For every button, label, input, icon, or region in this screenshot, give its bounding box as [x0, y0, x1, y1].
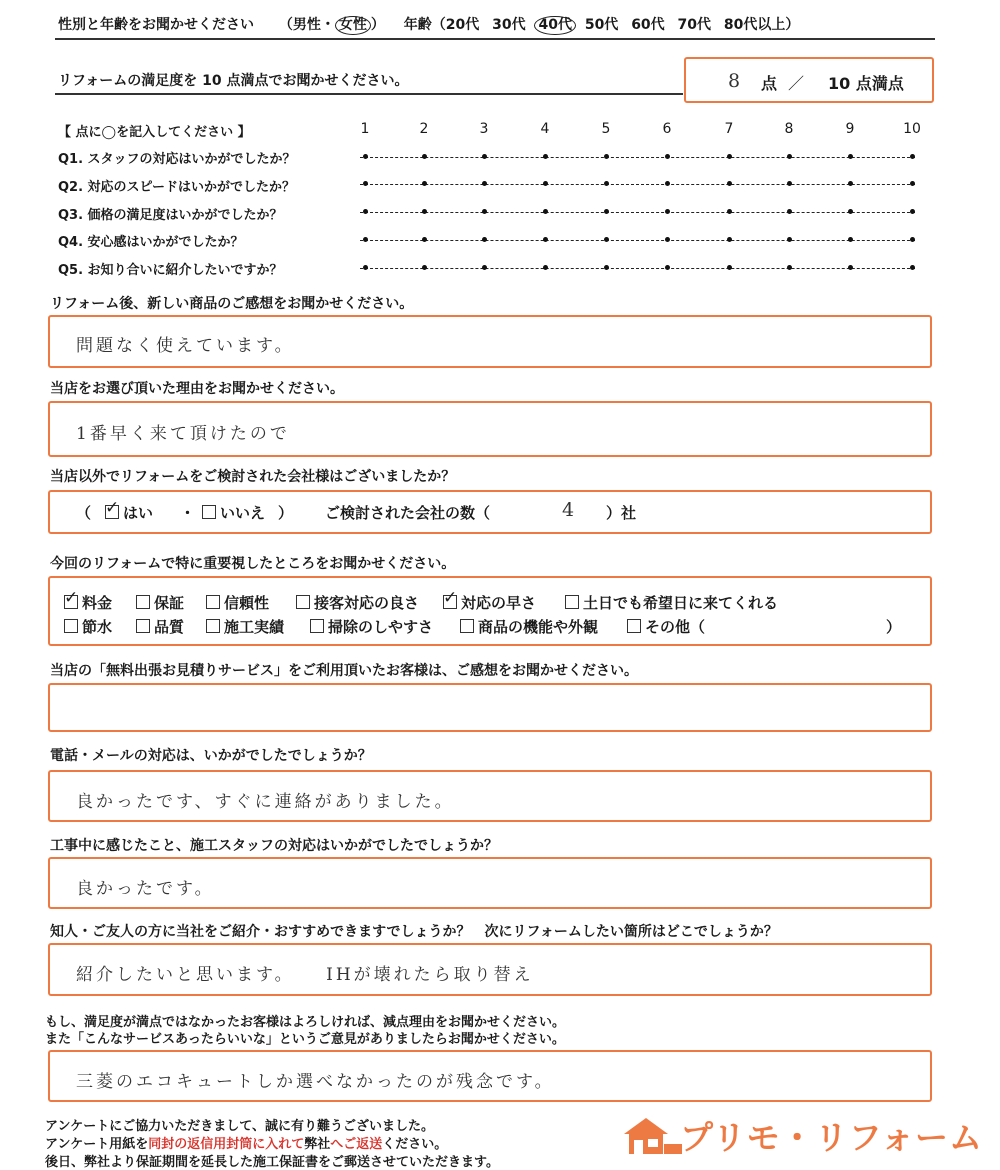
construction-label: 工事中に感じたこと、施工スタッフの対応はいかがでしたでしょうか？: [50, 838, 498, 854]
priority-option[interactable]: [443, 592, 536, 613]
score-slash: ／: [788, 74, 805, 93]
rating-q2: Q2. 対応のスピードはいかがでしたか？: [58, 180, 296, 195]
rating-point[interactable]: [665, 209, 670, 214]
priority-option-label: 節水: [82, 618, 113, 636]
rating-point[interactable]: [363, 154, 368, 159]
referral-label: 知人・ご友人の方に当社をご紹介・おすすめできますでしょうか？ 次にリフォームしたい箇所はどこでしょうか？: [50, 924, 778, 940]
gender-label: 性別と年齢をお聞かせください: [58, 17, 254, 33]
yes-checkbox[interactable]: [105, 505, 119, 519]
scale-number: 5: [601, 121, 611, 137]
rating-point[interactable]: [727, 154, 732, 159]
scale-number: 4: [540, 121, 550, 137]
rating-point[interactable]: [665, 181, 670, 186]
priority-checkbox[interactable]: [136, 619, 150, 633]
priority-option-label: 接客対応の良さ: [314, 594, 420, 612]
rating-point[interactable]: [363, 181, 368, 186]
rating-instruction: 【 点に◯を記入してください 】: [58, 125, 251, 140]
footer-line-1: アンケートにご協力いただきまして、誠に有り難うございました。: [45, 1119, 434, 1134]
construction-answer: 良かったです。: [76, 879, 215, 899]
other-close: ）: [886, 618, 902, 636]
rating-point[interactable]: [422, 265, 427, 270]
rating-point[interactable]: [543, 265, 548, 270]
rating-point[interactable]: [910, 237, 915, 242]
rating-q4: Q4. 安心感はいかがでしたか？: [58, 235, 244, 250]
priority-option[interactable]: [296, 592, 419, 613]
priority-option[interactable]: [64, 616, 112, 637]
rating-point[interactable]: [787, 265, 792, 270]
scale-number: 8: [784, 121, 794, 137]
reason-answer: 1番早く来て頂けたので: [76, 424, 290, 444]
company-logo: [620, 1110, 984, 1160]
priority-option[interactable]: [64, 592, 112, 613]
impression-answer: 問題なく使えています。: [76, 336, 295, 356]
priority-option-label: 土日でも希望日に来てくれる: [583, 594, 779, 612]
priorities-box: [48, 576, 932, 646]
impression-answer-box: [48, 315, 932, 368]
rating-point[interactable]: [727, 209, 732, 214]
rating-point[interactable]: [848, 237, 853, 242]
scale-number: 6: [662, 121, 672, 137]
rating-point[interactable]: [543, 154, 548, 159]
satisfaction-question: リフォームの満足度を 10 点満点でお聞かせください。: [58, 73, 409, 89]
rating-point[interactable]: [543, 181, 548, 186]
rating-line-q2: [360, 184, 915, 187]
priority-checkbox[interactable]: [64, 595, 78, 609]
reduction-answer: 三菱のエコキュートしか選べなかったのが残念です。: [76, 1072, 555, 1092]
competitors-count-label: ご検討された会社の数（: [325, 504, 491, 522]
competitors-yes: ✓ はい: [105, 502, 153, 523]
rating-point[interactable]: [665, 154, 670, 159]
referral-answer: 紹介したいと思います。 IHが壊れたら取り替え: [76, 965, 534, 985]
age-label: 年齢（: [403, 17, 446, 33]
rating-point[interactable]: [910, 265, 915, 270]
competitors-label: 当店以外でリフォームをご検討された会社様はございましたか？: [50, 469, 456, 485]
competitors-box: （ ✓ はい ・ いいえ ） ご検討された会社の数（ 4 ）社: [48, 490, 932, 534]
rating-point[interactable]: [422, 209, 427, 214]
rating-point[interactable]: [727, 265, 732, 270]
priority-checkbox[interactable]: [460, 619, 474, 633]
score-value: 8: [728, 70, 744, 92]
priority-checkbox[interactable]: [64, 619, 78, 633]
scale-number: 7: [724, 121, 734, 137]
header-rule: [55, 38, 935, 40]
rating-point[interactable]: [482, 265, 487, 270]
rating-point[interactable]: [363, 237, 368, 242]
competitors-count: 4: [562, 499, 578, 521]
priority-option-label: 施工実績: [224, 618, 285, 636]
house-icon: [620, 1114, 684, 1158]
priority-checkbox[interactable]: [206, 595, 220, 609]
rating-point[interactable]: [482, 154, 487, 159]
rating-point[interactable]: [604, 154, 609, 159]
rating-point[interactable]: [848, 209, 853, 214]
scale-number: 1: [360, 121, 370, 137]
rating-point[interactable]: [787, 209, 792, 214]
reason-answer-box: [48, 401, 932, 457]
rating-point[interactable]: [482, 237, 487, 242]
rating-point[interactable]: [787, 181, 792, 186]
rating-point[interactable]: [848, 181, 853, 186]
rating-line-q4: [360, 240, 915, 243]
reduction-answer-box: [48, 1050, 932, 1102]
contact-answer-box: [48, 770, 932, 822]
priority-option[interactable]: [206, 616, 284, 637]
estimate-label: 当店の「無料出張お見積りサービス」をご利用頂いたお客様は、ご感想をお聞かせください。: [50, 663, 638, 679]
priority-option-label: 掃除のしやすさ: [328, 618, 434, 636]
rating-point[interactable]: [665, 265, 670, 270]
contact-label: 電話・メールの対応は、いかがでしたでしょうか？: [50, 748, 372, 764]
priority-option[interactable]: [206, 592, 269, 613]
priority-option[interactable]: [627, 616, 705, 637]
priority-option[interactable]: [565, 592, 778, 613]
priority-option[interactable]: [136, 616, 184, 637]
priority-checkbox[interactable]: [565, 595, 579, 609]
no-checkbox[interactable]: [202, 505, 216, 519]
rating-point[interactable]: [910, 154, 915, 159]
rating-point[interactable]: [482, 209, 487, 214]
estimate-answer-box: [48, 683, 932, 732]
priority-option-label: 商品の機能や外観: [478, 618, 599, 636]
rating-point[interactable]: [482, 181, 487, 186]
competitors-count-suffix: ）社: [606, 504, 637, 522]
rating-point[interactable]: [422, 237, 427, 242]
rating-point[interactable]: [543, 209, 548, 214]
rating-q1: Q1. スタッフの対応はいかがでしたか？: [58, 152, 296, 167]
score-max: 10 点満点: [828, 74, 904, 93]
reduction-label-1: もし、満足度が満点ではなかったお客様はよろしければ、減点理由をお聞かせください。: [45, 1015, 566, 1030]
construction-answer-box: [48, 857, 932, 909]
rating-point[interactable]: [422, 154, 427, 159]
priority-option[interactable]: [310, 616, 433, 637]
priorities-label: 今回のリフォームで特に重要視したところをお聞かせください。: [50, 556, 456, 572]
rating-point[interactable]: [848, 265, 853, 270]
rating-line-q5: [360, 268, 915, 271]
priority-option[interactable]: [460, 616, 598, 637]
rating-point[interactable]: [422, 181, 427, 186]
priority-checkbox[interactable]: [206, 619, 220, 633]
footer-line-3: 後日、弊社より保証期間を延長した施工保証書をご郵送させていただきます。: [45, 1155, 499, 1170]
rating-point[interactable]: [910, 181, 915, 186]
priority-option-label: 信頼性: [224, 594, 270, 612]
scale-number: 9: [845, 121, 855, 137]
rating-point[interactable]: [787, 237, 792, 242]
rating-point[interactable]: [787, 154, 792, 159]
rating-point[interactable]: [604, 209, 609, 214]
rating-q5: Q5. お知り合いに紹介したいですか？: [58, 263, 283, 278]
rating-point[interactable]: [665, 237, 670, 242]
rating-line-q1: [360, 157, 915, 160]
rating-point[interactable]: [604, 237, 609, 242]
rating-point[interactable]: [727, 237, 732, 242]
referral-answer-box: [48, 943, 932, 996]
rating-q3: Q3. 価格の満足度はいかがでしたか？: [58, 208, 283, 223]
rating-point[interactable]: [363, 209, 368, 214]
priority-checkbox[interactable]: [443, 595, 457, 609]
scale-number: 3: [479, 121, 489, 137]
competitors-no: いいえ: [202, 502, 265, 523]
satisfaction-rule: [55, 93, 683, 95]
option-male: 男性: [292, 17, 321, 33]
option-female-circled: 女性: [335, 16, 371, 35]
age-40s-circled: 40代: [534, 16, 575, 35]
priority-checkbox[interactable]: [296, 595, 310, 609]
priority-option-label: その他（: [645, 618, 706, 636]
logo-text: プリモ・リフォーム: [680, 1118, 984, 1157]
priority-option-label: 品質: [154, 618, 185, 636]
rating-point[interactable]: [543, 237, 548, 242]
priority-checkbox[interactable]: [136, 595, 150, 609]
rating-point[interactable]: [727, 181, 732, 186]
rating-point[interactable]: [363, 265, 368, 270]
score-box: [684, 57, 934, 103]
rating-point[interactable]: [848, 154, 853, 159]
priority-option-label: 対応の早さ: [461, 594, 537, 612]
scale-number: 2: [419, 121, 429, 137]
priority-option-label: 料金: [82, 594, 113, 612]
priority-checkbox[interactable]: [627, 619, 641, 633]
reason-label: 当店をお選び頂いた理由をお聞かせください。: [50, 381, 344, 397]
rating-point[interactable]: [604, 265, 609, 270]
reduction-label-2: また「こんなサービスあったらいいな」というご意見がありましたらお聞かせください。: [45, 1032, 565, 1047]
scale-number: 10: [903, 121, 921, 137]
priority-checkbox[interactable]: [310, 619, 324, 633]
priority-option[interactable]: [136, 592, 184, 613]
contact-answer: 良かったです、すぐに連絡がありました。: [76, 792, 455, 812]
footer-line-2: アンケート用紙を同封の返信用封筒に入れて弊社へご返送ください。: [45, 1137, 448, 1152]
rating-point[interactable]: [604, 181, 609, 186]
rating-point[interactable]: [910, 209, 915, 214]
rating-line-q3: [360, 212, 915, 215]
score-unit: 点: [761, 74, 778, 93]
gender-age-row: 性別と年齢をお聞かせください （男性・ 女性 ） 年齢（20代 30代 40代 50代 60代 70代 80代以上）: [58, 17, 800, 33]
priority-option-label: 保証: [154, 594, 185, 612]
impression-label: リフォーム後、新しい商品のご感想をお聞かせください。: [50, 296, 414, 312]
